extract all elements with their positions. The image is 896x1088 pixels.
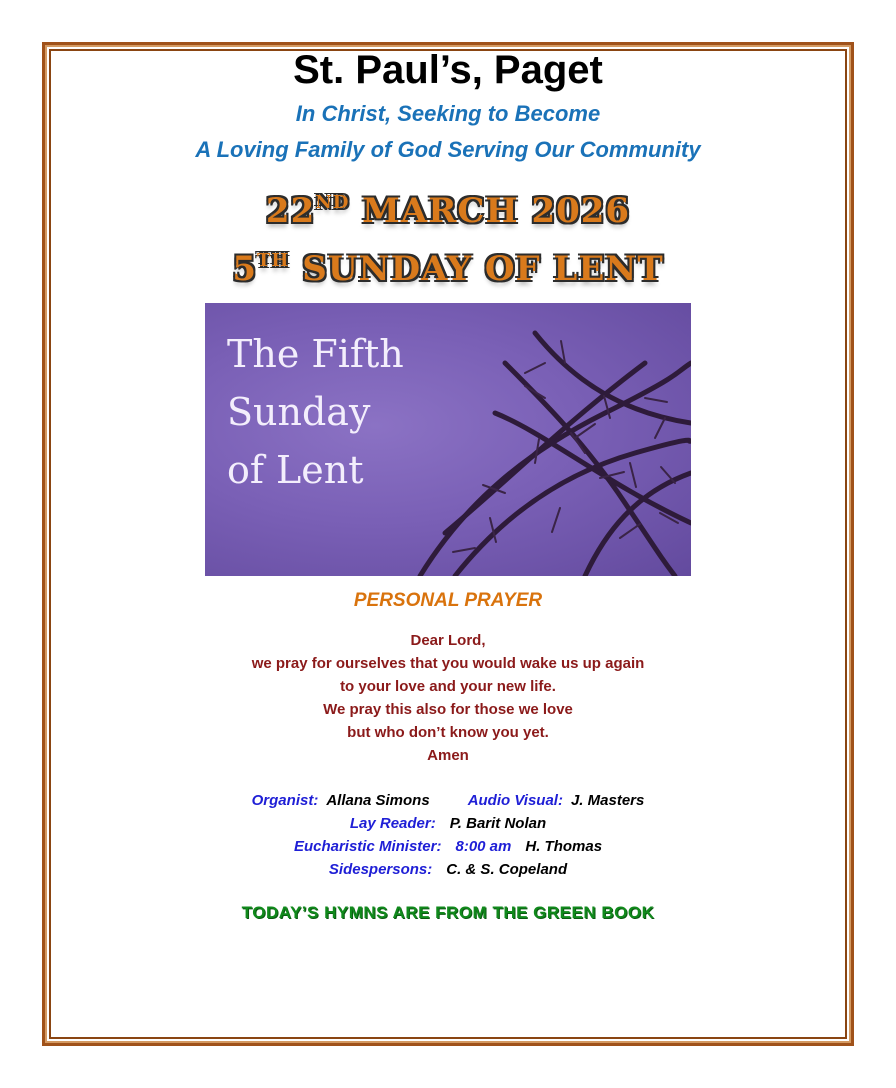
week-name: SUNDAY OF LENT [302, 249, 664, 289]
eucharistic-minister-time: 8:00 am [455, 838, 512, 855]
service-roles [52, 789, 844, 881]
prayer-line: We pray this also for those we love [323, 701, 573, 718]
week-suffix: TH [257, 250, 290, 271]
eucharistic-minister-label: Eucharistic Minister: [293, 838, 442, 855]
service-date [52, 178, 844, 236]
prayer-line: but who don’t know you yet. [347, 724, 549, 741]
audio-visual-label: Audio Visual: [467, 792, 563, 809]
lay-reader-name: P. Barit Nolan [449, 815, 547, 832]
prayer-heading: PERSONAL PRAYER [353, 590, 543, 611]
image-caption [227, 325, 404, 499]
week-number: 5 [232, 249, 258, 289]
eucharistic-minister-name: H. Thomas [525, 838, 603, 855]
bulletin-header [52, 48, 844, 294]
organist-name: Allana Simons [326, 792, 430, 809]
prayer-line: to your love and your new life. [340, 678, 556, 695]
roles-row-lay-reader [52, 812, 844, 835]
date-day: 22 [265, 191, 316, 231]
prayer-line: Dear Lord, [410, 632, 486, 649]
church-name: St. Paul’s, Paget [293, 48, 603, 92]
audio-visual-name: J. Masters [570, 792, 645, 809]
prayer-line: we pray for ourselves that you would wake us up again [251, 655, 645, 672]
motto-line-1: In Christ, Seeking to Become [295, 101, 601, 126]
prayer-text [52, 629, 844, 767]
image-caption-line-3: of Lent [227, 448, 364, 492]
sidespersons-label: Sidespersons: [328, 861, 433, 878]
date-month-year: MARCH 2026 [362, 191, 631, 231]
liturgical-day [52, 236, 844, 294]
lay-reader-label: Lay Reader: [349, 815, 436, 832]
prayer-line: Amen [427, 747, 469, 764]
lent-image [205, 303, 691, 576]
image-caption-line-1: The Fifth [227, 332, 404, 376]
roles-row-eucharistic-minister [52, 835, 844, 858]
date-day-suffix: ND [315, 192, 350, 213]
roles-row-organist [52, 789, 844, 812]
hymns-note: TODAY’S HYMNS ARE FROM THE GREEN BOOK [241, 903, 655, 922]
image-caption-line-2: Sunday [227, 390, 371, 434]
motto-line-2: A Loving Family of God Serving Our Community [195, 137, 701, 162]
organist-label: Organist: [251, 792, 319, 809]
sidespersons-name: C. & S. Copeland [446, 861, 568, 878]
roles-row-sidespersons [52, 858, 844, 881]
